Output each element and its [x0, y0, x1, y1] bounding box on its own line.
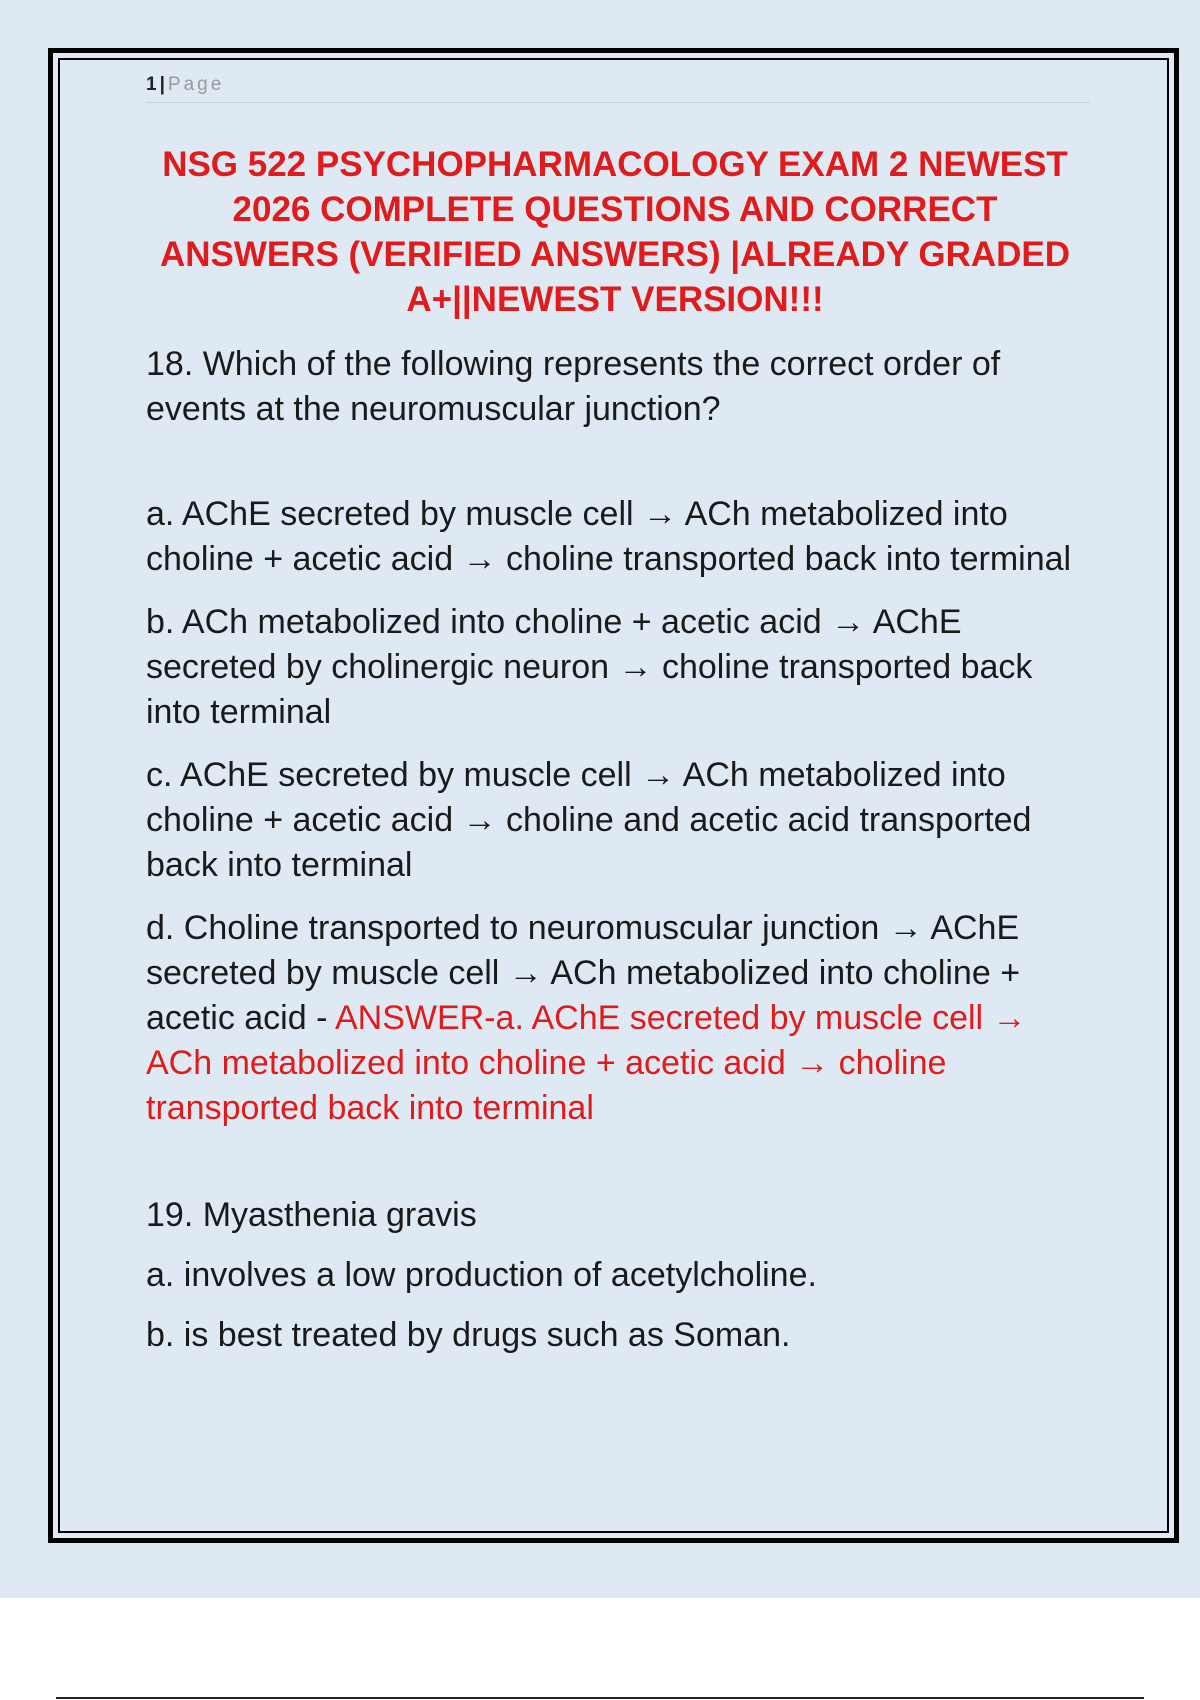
- question-19-option-b: b. is best treated by drugs such as Soman.: [146, 1316, 791, 1354]
- question-18-answer: ANSWER-a. AChE secreted by muscle cell → ACh metabolized into choline + acetic acid → choline transported back into terminal: [146, 999, 1027, 1127]
- page-header: [146, 74, 1090, 103]
- document-body: [146, 342, 1096, 1373]
- page-separator: |: [159, 74, 165, 95]
- bottom-divider: [56, 1697, 1144, 1699]
- page-number: 1: [146, 74, 157, 95]
- question-18-option-a: a. AChE secreted by muscle cell → ACh metabolized into choline + acetic acid → choline transported back into terminal: [146, 495, 1072, 578]
- question-18-stem: 18. Which of the following represents the correct order of events at the neuromuscular junction?: [146, 345, 1001, 428]
- question-19-option-a: a. involves a low production of acetylcholine.: [146, 1256, 817, 1294]
- question-18-option-d: [146, 906, 1096, 1131]
- question-18-option-b: b. ACh metabolized into choline + acetic acid → AChE secreted by cholinergic neuron → choline transported back into terminal: [146, 603, 1033, 731]
- question-18-option-c: c. AChE secreted by muscle cell → ACh metabolized into choline + acetic acid → choline and acetic acid transported back into terminal: [146, 756, 1032, 884]
- question-18-option-d-text: d. Choline transported to neuromuscular junction → AChE secreted by muscle cell → ACh metabolized into choline + acetic acid -: [146, 909, 1021, 1037]
- page-label: Page: [167, 74, 225, 95]
- document-title: NSG 522 PSYCHOPHARMACOLOGY EXAM 2 NEWEST 2026 COMPLETE QUESTIONS AND CORRECT ANSWERS (VERIFIED ANSWERS) |ALREADY GRADED A+||NEWEST VERSION!!!: [159, 145, 1071, 319]
- question-19-stem: 19. Myasthenia gravis: [146, 1196, 477, 1234]
